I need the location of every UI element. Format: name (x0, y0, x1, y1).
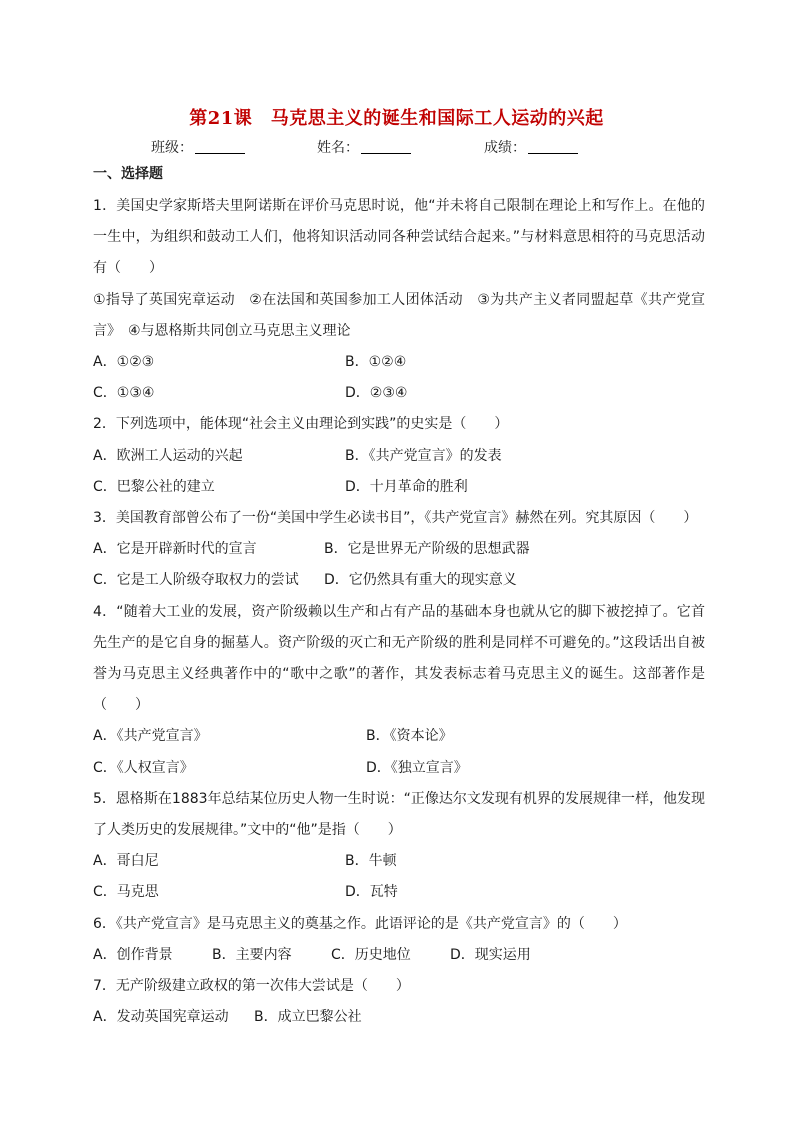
option-row (93, 347, 705, 378)
option-row (93, 378, 705, 409)
option-c: C．它是工人阶级夺取权力的尝试 (93, 572, 299, 589)
name-blank (361, 139, 411, 154)
option-row (93, 846, 705, 877)
option-d: D．《独立宣言》 (366, 759, 468, 776)
name-field (317, 137, 411, 157)
option-a: A．哥白尼 (93, 853, 159, 870)
question-5 (93, 784, 705, 909)
option-b: B．①②④ (345, 354, 407, 371)
option-row (93, 534, 705, 565)
option-c: C．马克思 (93, 884, 159, 901)
option-d: D．它仍然具有重大的现实意义 (324, 572, 517, 589)
question-stem: 4．“随着大工业的发展，资产阶级赖以生产和占有产品的基础本身也就从它的脚下被挖掉了。它首先生产的是它自身的掘墓人。资产阶级的灭亡和无产阶级的胜利是同样不可避免的。”这段话出自被誉为马克思主义经典著作中的“歌中之歌”的著作，其发表标志着马克思主义的诞生。这部著作是（ ） (93, 603, 705, 714)
question-4 (93, 597, 705, 784)
name-label: 姓名： (317, 140, 359, 156)
option-row (93, 441, 705, 472)
option-d: D．瓦特 (345, 884, 398, 901)
option-row (93, 940, 705, 971)
option-row (93, 472, 705, 503)
option-row (93, 1002, 705, 1033)
question-statements: ①指导了英国宪章运动 ②在法国和英国参加工人团体活动 ③为共产主义者同盟起草《共产党宣言》 ④与恩格斯共同创立马克思主义理论 (93, 291, 705, 339)
page-title: 第21课 马克思主义的诞生和国际工人运动的兴起 (189, 108, 604, 129)
option-d: D．②③④ (345, 385, 408, 402)
class-label: 班级： (151, 140, 193, 156)
option-row (93, 721, 705, 752)
option-c: C．巴黎公社的建立 (93, 478, 215, 495)
section-title: 一、选择题 (93, 166, 163, 182)
option-a: A．《共产党宣言》 (93, 728, 208, 745)
option-a: A．欧洲工人运动的兴起 (93, 447, 243, 464)
question-3 (93, 503, 705, 597)
question-stem: 1．美国史学家斯塔夫里阿诺斯在评价马克思时说，他“并未将自己限制在理论上和写作上。在他的一生中，为组织和鼓动工人们，他将知识活动同各种尝试结合起来。”与材料意思相符的马克思活动有（ ） (93, 198, 705, 277)
option-a: A．①②③ (93, 354, 155, 371)
option-b: B．成立巴黎公社 (254, 1009, 362, 1026)
option-a: A．它是开辟新时代的宣言 (93, 541, 257, 558)
score-blank (528, 139, 578, 154)
question-stem: 5．恩格斯在1883年总结某位历史人物一生时说：“正像达尔文发现有机界的发展规律一样，他发现了人类历史的发展规律。”文中的“他”是指（ ） (93, 790, 705, 839)
option-a: A．发动英国宪章运动 (93, 1009, 229, 1026)
option-d: D．现实运用 (450, 946, 531, 963)
option-b: B．它是世界无产阶级的思想武器 (324, 541, 530, 558)
question-7 (93, 971, 705, 1033)
question-stem: 7．无产阶级建立政权的第一次伟大尝试是（ ） (93, 978, 410, 995)
question-stem: 6．《共产党宣言》是马克思主义的奠基之作。此语评论的是《共产党宣言》的（ ） (93, 915, 627, 932)
option-row (93, 877, 705, 908)
option-b: B．主要内容 (212, 946, 292, 963)
option-c: C．历史地位 (331, 946, 411, 963)
student-info-row (0, 137, 793, 157)
question-2 (93, 409, 705, 503)
class-field (151, 137, 245, 157)
class-blank (195, 139, 245, 154)
score-field (484, 137, 578, 157)
option-c: C．《人权宣言》 (93, 759, 194, 776)
question-stem: 3．美国教育部曾公布了一份“美国中学生必读书目”，《共产党宣言》赫然在列。究其原因（ ） (93, 510, 698, 527)
option-row (93, 565, 705, 596)
question-1 (93, 191, 705, 409)
option-row (93, 753, 705, 784)
question-6 (93, 909, 705, 971)
option-a: A．创作背景 (93, 946, 173, 963)
option-c: C．①③④ (93, 385, 155, 402)
question-stem: 2．下列选项中，能体现“社会主义由理论到实践”的史实是（ ） (93, 416, 509, 433)
option-b: B．《共产党宣言》的发表 (345, 447, 502, 464)
option-d: D．十月革命的胜利 (345, 478, 468, 495)
question-list (93, 191, 705, 1033)
score-label: 成绩： (484, 140, 526, 156)
option-b: B．《资本论》 (366, 728, 453, 745)
option-b: B．牛顿 (345, 853, 397, 870)
